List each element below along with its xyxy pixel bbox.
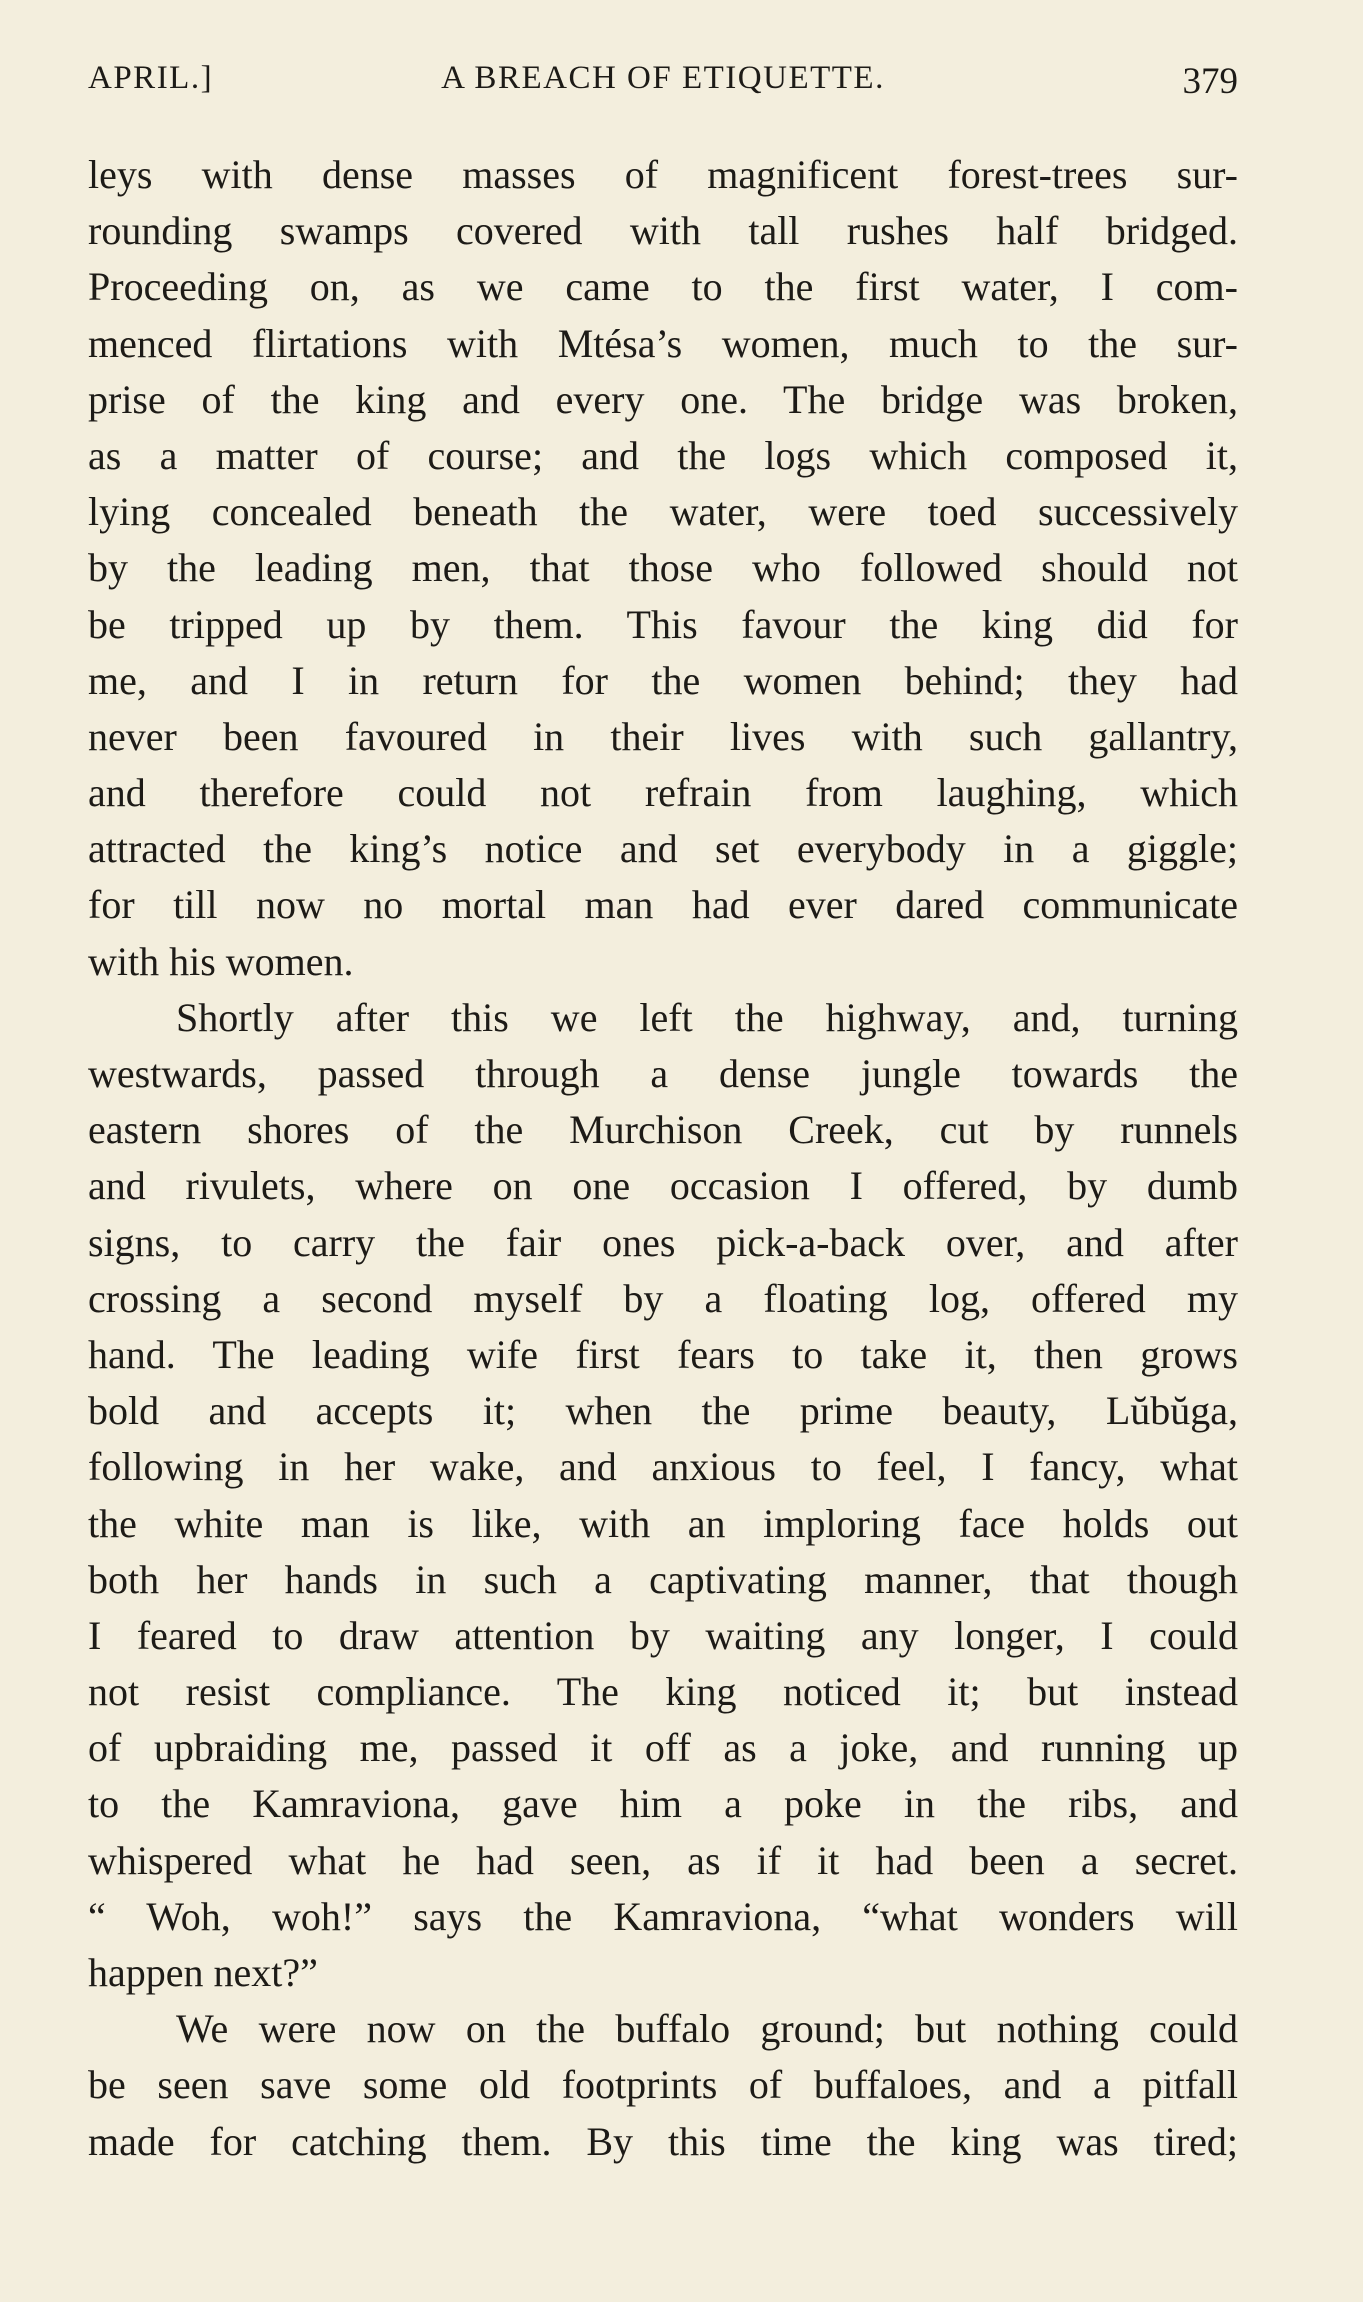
- text-line: both her hands in such a captivating manner, that though: [88, 1556, 1238, 1602]
- running-head: [88, 60, 1238, 110]
- running-head-month: APRIL.]: [88, 60, 214, 96]
- text-line: whispered what he had seen, as if it had been a secret.: [88, 1837, 1238, 1883]
- text-line: westwards, passed through a dense jungle towards the: [88, 1051, 1238, 1096]
- text-line: I feared to draw attention by waiting any longer, I could: [88, 1612, 1238, 1658]
- text-line: and rivulets, where on one occasion I offered, by dumb: [88, 1163, 1238, 1209]
- text-line: to the Kamraviona, gave him a poke in the ribs, and: [88, 1781, 1238, 1827]
- running-head-title: A BREACH OF ETIQUETTE.: [441, 60, 885, 96]
- text-line: happen next?”: [88, 1950, 318, 1995]
- text-line: made for catching them. By this time the king was tired;: [88, 2118, 1238, 2164]
- text-line: be tripped up by them. This favour the king did for: [88, 601, 1238, 647]
- text-line: crossing a second myself by a floating log, offered my: [88, 1275, 1238, 1321]
- page-number: 379: [1182, 61, 1238, 102]
- text-line: eastern shores of the Murchison Creek, cut by runnels: [88, 1107, 1238, 1153]
- text-line: prise of the king and every one. The bridge was broken,: [88, 376, 1238, 422]
- text-line: the white man is like, with an imploring face holds out: [88, 1500, 1238, 1546]
- text-line: Shortly after this we left the highway, and, turning: [176, 994, 1238, 1040]
- text-line: menced flirtations with Mtésa’s women, much to the sur-: [88, 320, 1238, 366]
- text-line: never been favoured in their lives with such gallantry,: [88, 713, 1238, 759]
- text-line: for till now no mortal man had ever dared communicate: [88, 882, 1238, 928]
- text-line: hand. The leading wife first fears to take it, then grows: [88, 1331, 1238, 1377]
- text-line: attracted the king’s notice and set everybody in a giggle;: [88, 826, 1238, 872]
- text-line: Proceeding on, as we came to the first water, I com-: [88, 264, 1238, 310]
- text-line: and therefore could not refrain from laughing, which: [88, 770, 1238, 816]
- text-line: as a matter of course; and the logs which composed it,: [88, 432, 1238, 478]
- text-line: leys with dense masses of magnificent forest-trees sur-: [88, 152, 1238, 197]
- text-line: of upbraiding me, passed it off as a joke, and running up: [88, 1725, 1238, 1771]
- text-line: me, and I in return for the women behind; they had: [88, 657, 1238, 703]
- text-line: “ Woh, woh!” says the Kamraviona, “what wonders will: [88, 1893, 1238, 1939]
- text-line: bold and accepts it; when the prime beauty, Lŭbŭga,: [88, 1388, 1238, 1434]
- text-line: not resist compliance. The king noticed it; but instead: [88, 1669, 1238, 1715]
- text-line: rounding swamps covered with tall rushes half bridged.: [88, 208, 1238, 254]
- text-line: be seen save some old footprints of buffaloes, and a pitfall: [88, 2062, 1238, 2108]
- text-line: with his women.: [88, 938, 354, 984]
- text-line: signs, to carry the fair ones pick-a-back over, and after: [88, 1219, 1238, 1265]
- text-line: by the leading men, that those who followed should not: [88, 545, 1238, 591]
- text-line: We were now on the buffalo ground; but nothing could: [176, 2006, 1238, 2052]
- text-line: following in her wake, and anxious to feel, I fancy, what: [88, 1444, 1238, 1490]
- body-text: [88, 147, 1238, 2170]
- text-line: lying concealed beneath the water, were toed successively: [88, 489, 1238, 535]
